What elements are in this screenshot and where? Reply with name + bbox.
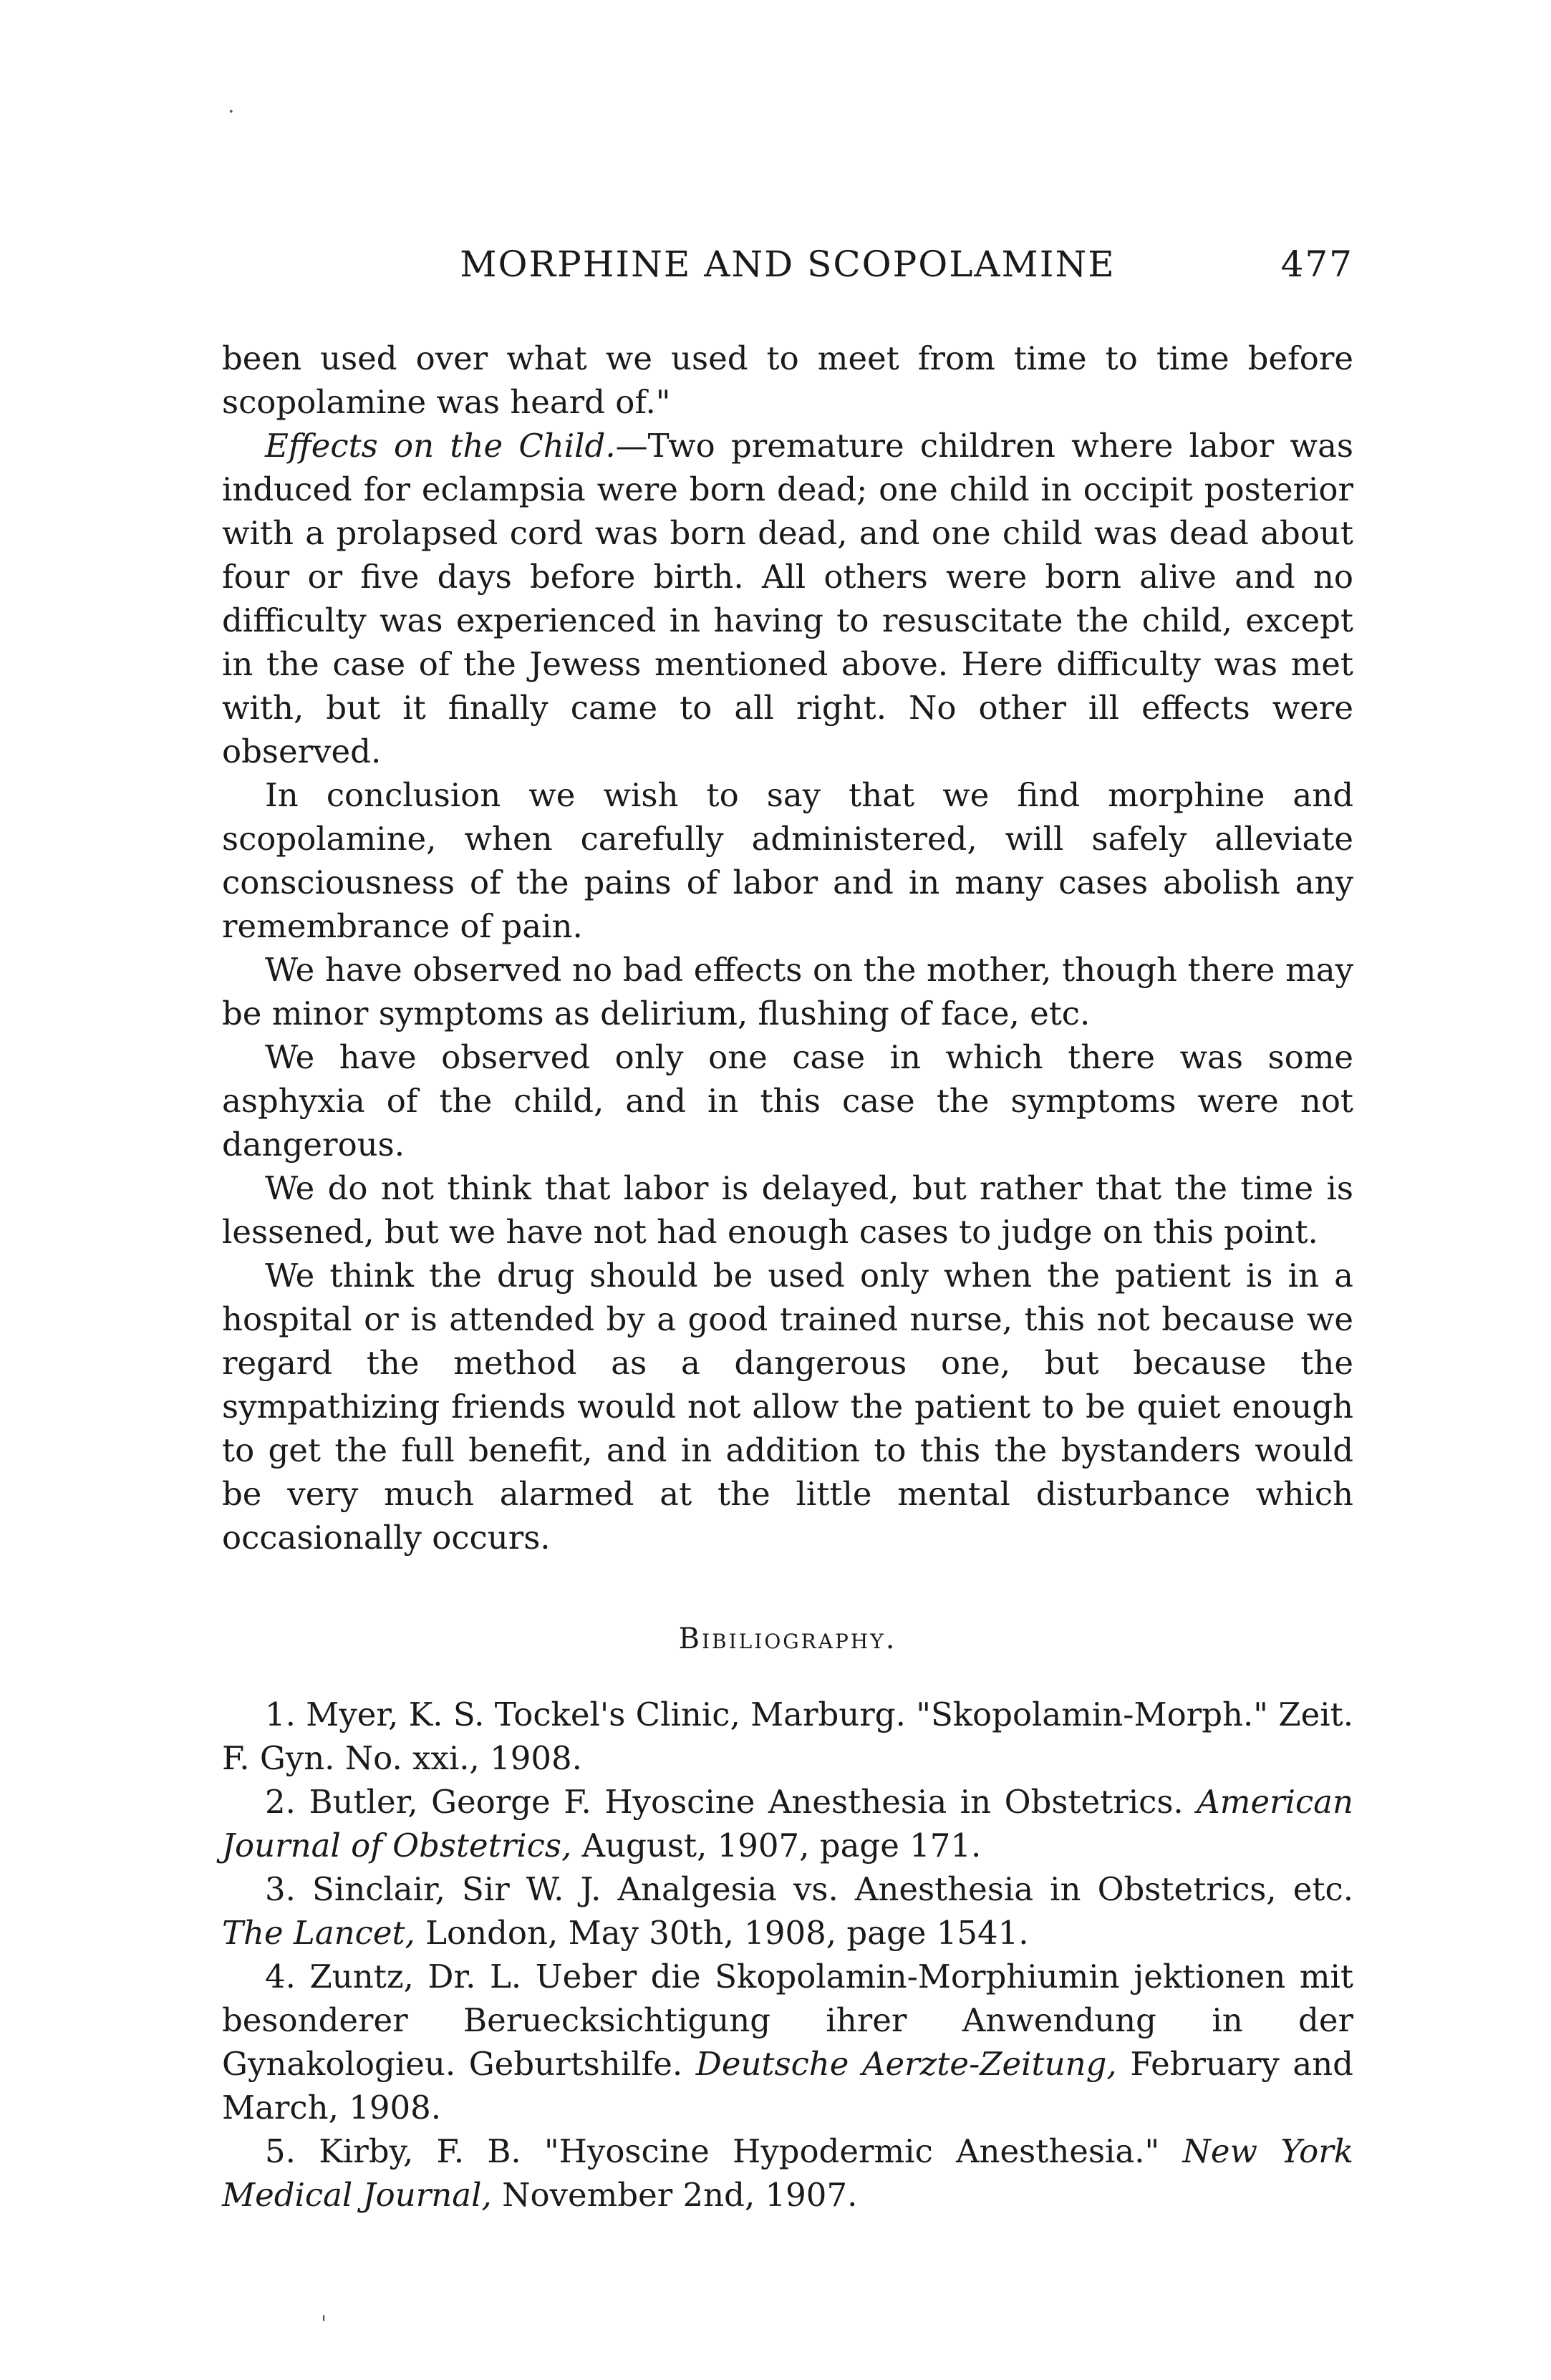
entry-tail: August, 1907, page 171. — [581, 1827, 982, 1864]
journal-title: Deutsche Aerzte-Zeitung, — [695, 2045, 1117, 2083]
page-number: 477 — [1280, 243, 1353, 285]
entry-text: 1. Myer, K. S. Tockel's Clinic, Marburg. "Skopolamin-Morph." Zeit. F. Gyn. No. xxi., 1908. — [222, 1695, 1353, 1777]
bibliography-entry — [222, 2129, 1353, 2217]
running-head-title: MORPHINE AND SCOPOLAMINE — [460, 243, 1116, 285]
article-body — [222, 337, 1353, 1559]
entry-tail: London, May 30th, 1908, page 1541. — [425, 1914, 1029, 1952]
paragraph-text: —Two premature children where labor was induced for eclampsia were born dead; one child in occipit posterior with a prolapsed cord was born dead, and one child was dead about four or five days before birth. All others were born alive and no difficulty was experienced in having to resuscitate the child, except in the case of the Jewess mentioned above. Here difficulty was met with, but it finally came to all right. No other ill effects were observed. — [222, 427, 1353, 770]
paragraph: We do not think that labor is delayed, but rather that the time is lessened, but we have not had enough cases to judge on this point. — [222, 1169, 1353, 1251]
print-speck: ' — [321, 2311, 327, 2336]
page — [222, 243, 1353, 2217]
paragraph: We think the drug should be used only when the patient is in a hospital or is attended by a good trained nurse, this not because we regard the method as a dangerous one, but because the sympathizing friends would not allow the patient to be quiet enough to get the full benefit, and in addition to this the bystanders would be very much alarmed at the little mental disturbance which occasionally occurs. — [222, 1257, 1353, 1557]
bibliography-entry — [222, 1955, 1353, 2129]
entry-text: 3. Sinclair, Sir W. J. Analgesia vs. Anesthesia in Obstetrics, etc. — [265, 1870, 1353, 1908]
entry-text: 2. Butler, George F. Hyoscine Anesthesia in Obstetrics. — [265, 1783, 1184, 1821]
running-head — [222, 243, 1353, 294]
entry-text: 4. Zuntz, Dr. L. Ueber die Skopolamin-Morphiumin jektionen mit besonderer Beruecksichtigung ihrer Anwendung in der Gynakologieu. Geburtshilfe. — [222, 1958, 1353, 2083]
paragraph: been used over what we used to meet from time to time before scopolamine was heard of." — [222, 339, 1353, 421]
entry-tail: February and March, 1908. — [222, 2045, 1353, 2127]
bibliography-entry — [222, 1780, 1353, 1867]
journal-title: New York Medical Journal, — [222, 2132, 1354, 2214]
bibliography-heading: Bibiliography. — [678, 1622, 897, 1655]
bibliography-list — [222, 1693, 1353, 2217]
paragraph: We have observed no bad effects on the mother, though there may be minor symptoms as delirium, flushing of face, etc. — [222, 951, 1353, 1032]
bibliography-entry — [222, 1867, 1353, 1955]
bibliography-entry — [222, 1693, 1353, 1780]
print-speck: . — [228, 93, 235, 118]
paragraph: We have observed only one case in which there was some asphyxia of the child, and in this case the symptoms were not dangerous. — [222, 1038, 1353, 1164]
journal-title: American Journal of Obstetrics, — [222, 1783, 1353, 1864]
journal-title: The Lancet, — [222, 1914, 415, 1952]
entry-tail: November 2nd, 1907. — [502, 2176, 858, 2214]
run-in-heading: Effects on the Child. — [265, 427, 616, 465]
entry-text: 5. Kirby, F. B. "Hyoscine Hypodermic Anesthesia." — [265, 2132, 1160, 2170]
paragraph-effects-on-child — [222, 424, 1353, 773]
paragraph: In conclusion we wish to say that we find morphine and scopolamine, when carefully administered, will safely alleviate consciousness of the pains of labor and in many cases abolish any remembrance of pain. — [222, 776, 1353, 945]
